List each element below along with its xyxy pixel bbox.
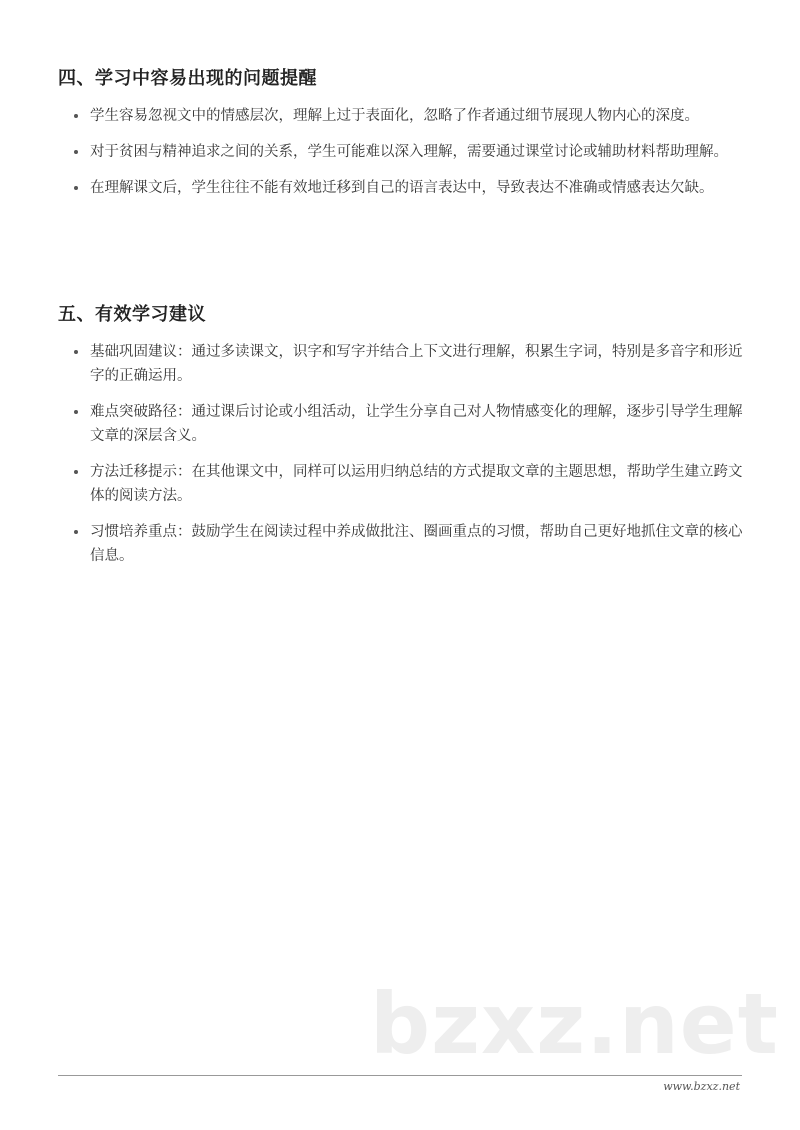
list-item-text: 基础巩固建议：通过多读课文，识字和写字并结合上下文进行理解，积累生字词，特别是多音字和形近字的正确运用。 xyxy=(90,344,743,384)
list-item xyxy=(72,176,744,200)
footer-divider xyxy=(58,1075,742,1076)
list-item xyxy=(72,460,744,508)
list-item xyxy=(72,140,744,164)
section-heading-suggestions: 五、有效学习建议 xyxy=(58,304,206,325)
bullet-icon xyxy=(74,350,78,354)
suggestions-list xyxy=(72,340,744,580)
list-item-text: 习惯培养重点：鼓励学生在阅读过程中养成做批注、圈画重点的习惯，帮助自己更好地抓住文章的核心信息。 xyxy=(90,524,743,564)
list-item-text: 方法迁移提示：在其他课文中，同样可以运用归纳总结的方式提取文章的主题思想，帮助学生建立跨文体的阅读方法。 xyxy=(90,464,743,504)
bullet-icon xyxy=(74,410,78,414)
problems-list xyxy=(72,104,744,212)
section-heading-problems: 四、学习中容易出现的问题提醒 xyxy=(58,68,317,89)
watermark: bzxz.net xyxy=(370,975,779,1073)
list-item xyxy=(72,104,744,128)
list-item xyxy=(72,520,744,568)
list-item-text: 难点突破路径：通过课后讨论或小组活动，让学生分享自己对人物情感变化的理解，逐步引导学生理解文章的深层含义。 xyxy=(90,404,743,444)
footer-url: www.bzxz.net xyxy=(663,1080,740,1093)
list-item xyxy=(72,340,744,388)
list-item-text: 对于贫困与精神追求之间的关系，学生可能难以深入理解，需要通过课堂讨论或辅助材料帮助理解。 xyxy=(90,144,728,160)
bullet-icon xyxy=(74,114,78,118)
bullet-icon xyxy=(74,470,78,474)
list-item xyxy=(72,400,744,448)
bullet-icon xyxy=(74,186,78,190)
bullet-icon xyxy=(74,150,78,154)
bullet-icon xyxy=(74,530,78,534)
list-item-text: 学生容易忽视文中的情感层次，理解上过于表面化，忽略了作者通过细节展现人物内心的深度。 xyxy=(90,108,699,124)
list-item-text: 在理解课文后，学生往往不能有效地迁移到自己的语言表达中，导致表达不准确或情感表达欠缺。 xyxy=(90,180,714,196)
